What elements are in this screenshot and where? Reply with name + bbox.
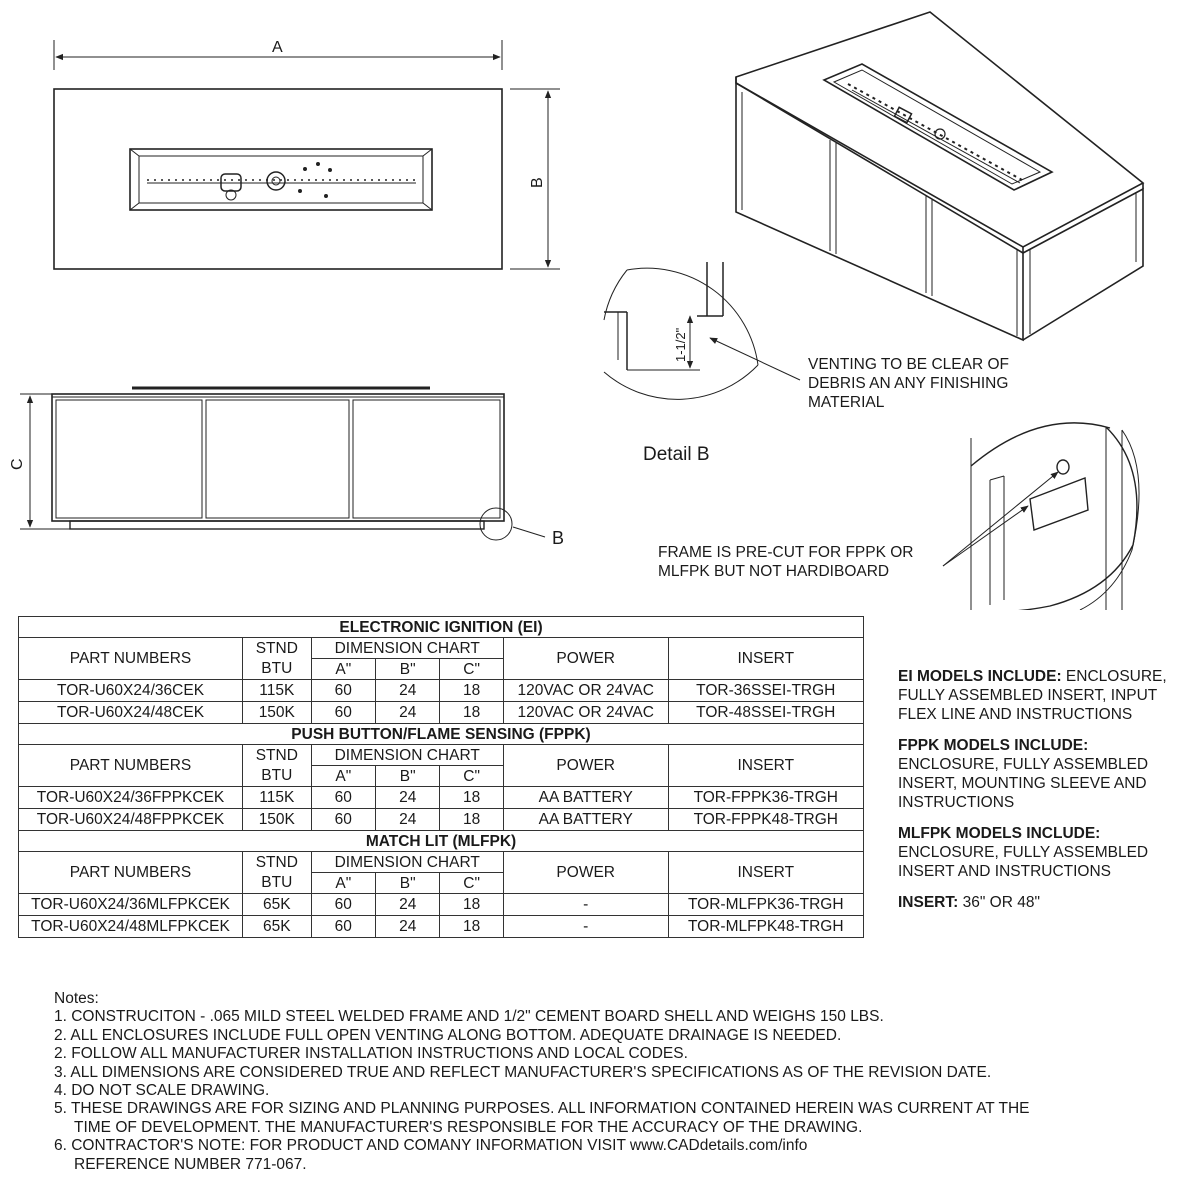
isometric-view [736,12,1143,340]
header-power: POWER [503,745,668,787]
note-line: 6. CONTRACTOR'S NOTE: FOR PRODUCT AND COMANY INFORMATION VISIT www.CADdetails.com/info [54,1137,808,1155]
note-line: 2. ALL ENCLOSURES INCLUDE FULL OPEN VENTING ALONG BOTTOM. ADEQUATE DRAINAGE IS NEEDED. [54,1026,842,1044]
cell-insert: TOR-FPPK36-TRGH [668,787,863,809]
detail-dim-label: 1-1/2" [673,327,688,362]
header-btu: BTU [243,659,312,680]
header-b: B" [376,766,440,787]
fppk-includes-heading: FPPK MODELS INCLUDE: [898,737,1089,754]
header-insert: INSERT [668,638,863,680]
notes-section [54,990,1194,1174]
notes-title: Notes: [54,990,99,1007]
detail-b-view [604,262,800,399]
cell-c: 18 [440,916,503,938]
detail-b-title: Detail B [643,444,710,465]
header-row [19,745,864,766]
header-power: POWER [503,638,668,680]
cell-a: 60 [311,787,375,809]
note-line: 5. THESE DRAWINGS ARE FOR SIZING AND PLANNING PURPOSES. ALL INFORMATION CONTAINED HEREIN WAS CURRENT AT THE [54,1100,1030,1118]
cell-insert: TOR-MLFPK48-TRGH [668,916,863,938]
cell-part: TOR-U60X24/36CEK [19,680,243,702]
cell-b: 24 [376,916,440,938]
cell-b: 24 [376,680,440,702]
insert-heading: INSERT: [898,894,959,911]
cell-insert: TOR-MLFPK36-TRGH [668,894,863,916]
note-line: 4. DO NOT SCALE DRAWING. [54,1082,270,1100]
cell-btu: 150K [243,702,312,724]
cell-a: 60 [311,809,375,831]
header-a: A" [311,766,375,787]
header-a: A" [311,873,375,894]
cell-btu: 65K [243,894,312,916]
table-row [19,894,864,916]
includes-panel [898,667,1198,924]
cell-insert: TOR-FPPK48-TRGH [668,809,863,831]
cell-a: 60 [311,916,375,938]
cell-btu: 150K [243,809,312,831]
venting-callout-line: MATERIAL [808,394,885,411]
cell-a: 60 [311,894,375,916]
venting-callout [808,355,1009,412]
table-row [19,680,864,702]
cell-part: TOR-U60X24/36MLFPKCEK [19,894,243,916]
cell-insert: TOR-48SSEI-TRGH [668,702,863,724]
mlfpk-includes-text: ENCLOSURE, FULLY ASSEMBLED INSERT AND INSTRUCTIONS [898,844,1149,880]
cell-power: - [503,916,668,938]
venting-callout-line: DEBRIS AN ANY FINISHING [808,375,1009,392]
cell-b: 24 [376,894,440,916]
header-c: C" [440,659,503,680]
note-line: TIME OF DEVELOPMENT. THE MANUFACTURER'S RESPONSIBLE FOR THE ACCURACY OF THE DRAWING. [74,1118,863,1136]
header-dimension-chart: DIMENSION CHART [311,638,503,659]
header-insert: INSERT [668,852,863,894]
table-row [19,787,864,809]
cell-part: TOR-U60X24/48FPPKCEK [19,809,243,831]
section-title-row [19,724,864,745]
cell-btu: 65K [243,916,312,938]
cell-btu: 115K [243,680,312,702]
header-stnd: STND [243,852,312,873]
header-row [19,638,864,659]
header-insert: INSERT [668,745,863,787]
header-b: B" [376,659,440,680]
detail-ref-label: B [552,528,565,548]
cell-c: 18 [440,894,503,916]
cell-part: TOR-U60X24/48MLFPKCEK [19,916,243,938]
cell-power: AA BATTERY [503,787,668,809]
cell-c: 18 [440,680,503,702]
cell-btu: 115K [243,787,312,809]
header-c: C" [440,766,503,787]
cell-part: TOR-U60X24/48CEK [19,702,243,724]
cell-c: 18 [440,702,503,724]
ei-includes [898,667,1198,724]
dim-a-label: A [272,39,283,56]
dim-c-label: C [9,458,26,470]
note-line: REFERENCE NUMBER 771-067. [74,1155,307,1173]
section-title: MATCH LIT (MLFPK) [19,831,864,852]
ei-includes-text: ENCLOSURE, FULLY ASSEMBLED INSERT, INPUT FLEX LINE AND INSTRUCTIONS [898,668,1167,723]
header-dimension-chart: DIMENSION CHART [311,745,503,766]
header-c: C" [440,873,503,894]
section-title: ELECTRONIC IGNITION (EI) [19,617,864,638]
cell-c: 18 [440,809,503,831]
table-row [19,702,864,724]
insert-includes [898,893,1198,912]
front-view [20,388,545,540]
cell-c: 18 [440,787,503,809]
header-stnd: STND [243,638,312,659]
fppk-includes-text: ENCLOSURE, FULLY ASSEMBLED INSERT, MOUNTING SLEEVE AND INSTRUCTIONS [898,756,1149,811]
header-stnd: STND [243,745,312,766]
frame-callout [658,543,914,581]
cell-a: 60 [311,702,375,724]
top-view [54,40,560,269]
table-row [19,809,864,831]
cell-b: 24 [376,702,440,724]
header-part-numbers: PART NUMBERS [19,638,243,680]
frame-callout-line: FRAME IS PRE-CUT FOR FPPK OR [658,544,914,561]
header-b: B" [376,873,440,894]
cell-power: - [503,894,668,916]
cell-b: 24 [376,809,440,831]
dim-b-label: B [529,177,546,188]
header-btu: BTU [243,766,312,787]
mlfpk-includes-heading: MLFPK MODELS INCLUDE: [898,825,1101,842]
note-line: 1. CONSTRUCITON - .065 MILD STEEL WELDED FRAME AND 1/2" CEMENT BOARD SHELL AND WEIGHS 150 LBS. [54,1008,884,1026]
section-title: PUSH BUTTON/FLAME SENSING (FPPK) [19,724,864,745]
section-title-row [19,831,864,852]
frame-detail-view [943,423,1139,610]
section-title-row [19,617,864,638]
cell-power: 120VAC OR 24VAC [503,702,668,724]
header-part-numbers: PART NUMBERS [19,745,243,787]
header-a: A" [311,659,375,680]
venting-callout-line: VENTING TO BE CLEAR OF [808,356,1009,373]
mlfpk-includes [898,824,1198,881]
cell-part: TOR-U60X24/36FPPKCEK [19,787,243,809]
note-line: 3. ALL DIMENSIONS ARE CONSIDERED TRUE AND REFLECT MANUFACTURER'S SPECIFICATIONS AS OF THE REVISION DATE. [54,1063,992,1081]
header-dimension-chart: DIMENSION CHART [311,852,503,873]
header-row [19,852,864,873]
spec-table [18,616,864,938]
header-btu: BTU [243,873,312,894]
header-part-numbers: PART NUMBERS [19,852,243,894]
fppk-includes [898,736,1198,812]
header-power: POWER [503,852,668,894]
table-row [19,916,864,938]
frame-callout-line: MLFPK BUT NOT HARDIBOARD [658,563,890,580]
cell-insert: TOR-36SSEI-TRGH [668,680,863,702]
ei-includes-heading: EI MODELS INCLUDE: [898,668,1062,685]
insert-text: 36" OR 48" [958,894,1040,911]
cell-power: AA BATTERY [503,809,668,831]
cell-power: 120VAC OR 24VAC [503,680,668,702]
cell-b: 24 [376,787,440,809]
cell-a: 60 [311,680,375,702]
note-line: 2. FOLLOW ALL MANUFACTURER INSTALLATION INSTRUCTIONS AND LOCAL CODES. [54,1045,688,1063]
